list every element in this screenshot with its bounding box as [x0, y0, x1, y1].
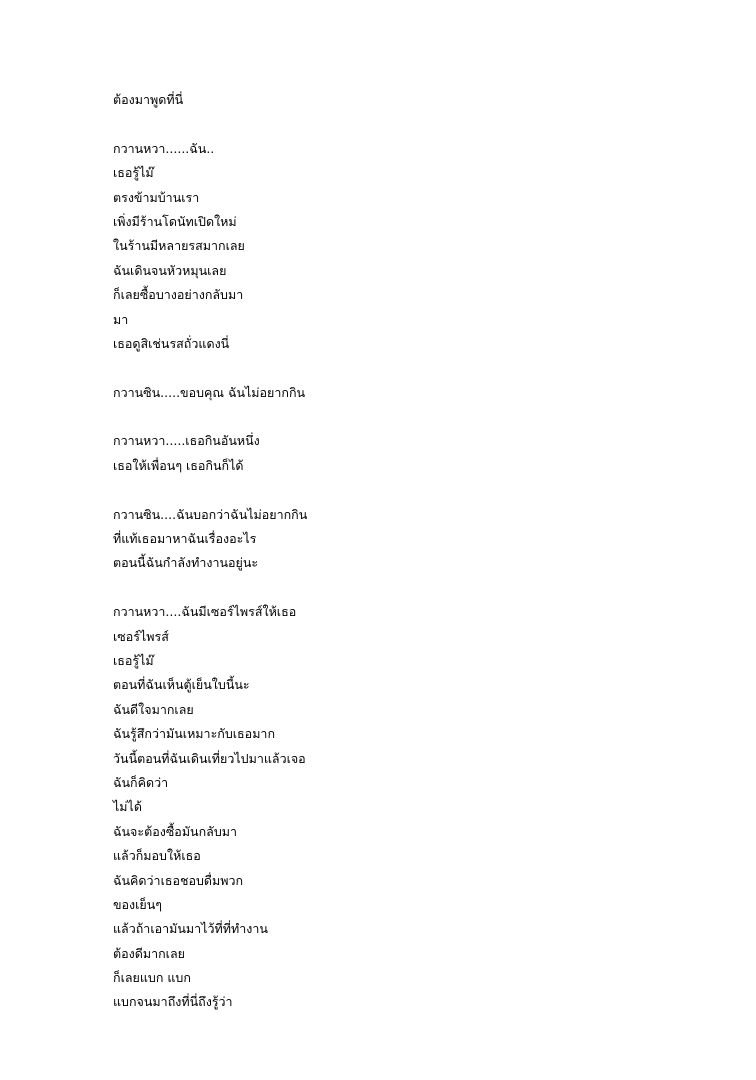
block-gap	[113, 405, 713, 429]
dialogue-line: เซอร์ไพรส์	[113, 628, 169, 644]
dialogue-line: ฉันก็คิดว่า	[113, 774, 169, 790]
block-gap	[113, 356, 713, 380]
dialogue-line: แบกจนมาถึงที่นี่ถึงรู้ว่า	[113, 994, 233, 1010]
dialogue-line: ต้องดีมากเลย	[113, 945, 185, 961]
dialogue-line: ไม่ได้	[113, 799, 142, 815]
dialogue-block	[113, 429, 713, 478]
dialogue-blocks	[113, 137, 713, 1015]
document-page	[113, 88, 713, 1015]
dialogue-line: กวานหวา....ฉันมีเซอร์ไพรส์ให้เธอ	[113, 604, 297, 620]
dialogue-line: ตอนที่ฉันเห็นตู้เย็นใบนี้นะ	[113, 677, 250, 693]
dialogue-line: เธอรู้ไม๊	[113, 652, 154, 668]
dialogue-line: ฉันเดินจนหัวหมุนเลย	[113, 262, 227, 278]
dialogue-line: ก็เลยซื้อบางอย่างกลับมา	[113, 287, 244, 303]
dialogue-block	[113, 503, 713, 576]
block-gap	[113, 576, 713, 600]
dialogue-line: ฉันคิดว่าเธอชอบดื่มพวก	[113, 872, 244, 888]
dialogue-line: เธอดูสิเช่นรสถั่วแดงนี่	[113, 335, 230, 351]
dialogue-block	[113, 600, 713, 1015]
dialogue-line: กวานหวา.....เธอกินอันหนึ่ง	[113, 433, 260, 449]
dialogue-line: ฉันดีใจมากเลย	[113, 701, 194, 717]
dialogue-line: เธอให้เพื่อนๆ เธอกินก็ได้	[113, 457, 244, 473]
dialogue-line: ในร้านมีหลายรสมากเลย	[113, 238, 245, 254]
dialogue-line: ฉันรู้สึกว่ามันเหมาะกับเธอมาก	[113, 726, 276, 742]
dialogue-line: กวานซิน.....ขอบคุณ ฉันไม่อยากกิน	[113, 384, 306, 400]
dialogue-line: ที่แท้เธอมาหาฉันเรื่องอะไร	[113, 531, 257, 547]
dialogue-block	[113, 137, 713, 357]
document-title: ต้องมาพูดที่นี่	[113, 92, 184, 107]
dialogue-block	[113, 381, 713, 405]
dialogue-line: ตอนนี้ฉันกำลังทำงานอยู่นะ	[113, 555, 259, 571]
dialogue-line: แล้วก็มอบให้เธอ	[113, 848, 201, 864]
dialogue-line: แล้วถ้าเอามันมาไว้ที่ที่ทำงาน	[113, 921, 268, 937]
dialogue-line: ก็เลยแบก แบก	[113, 970, 191, 986]
block-gap	[113, 478, 713, 502]
dialogue-line: วันนี้ตอนที่ฉันเดินเที่ยวไปมาแล้วเจอ	[113, 750, 306, 766]
dialogue-line: เธอรู้ไม๊	[113, 165, 154, 181]
block-gap	[113, 112, 713, 136]
dialogue-line: ตรงข้ามบ้านเรา	[113, 189, 200, 205]
dialogue-line: เพิ่งมีร้านโดนัทเปิดใหม่	[113, 213, 237, 229]
dialogue-line: ของเย็นๆ	[113, 896, 163, 912]
dialogue-line: กวานซิน....ฉันบอกว่าฉันไม่อยากกิน	[113, 506, 308, 522]
dialogue-line: ฉันจะต้องซื้อมันกลับมา	[113, 823, 238, 839]
dialogue-line: มา	[113, 311, 129, 327]
dialogue-line: กวานหวา......ฉัน..	[113, 140, 215, 156]
